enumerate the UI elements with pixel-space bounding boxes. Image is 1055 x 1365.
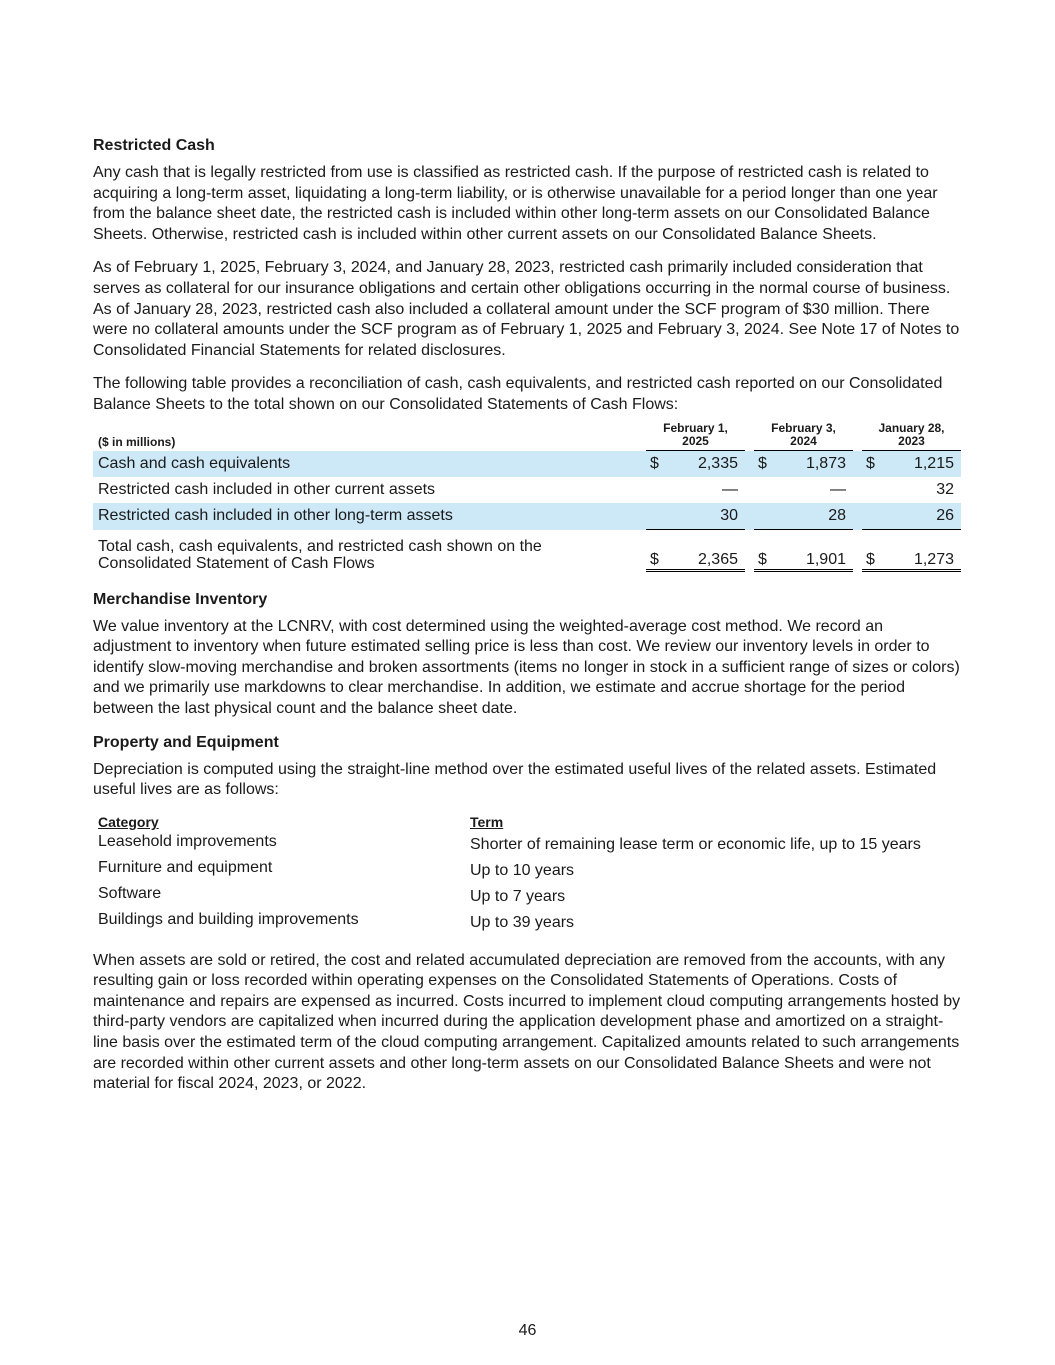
table-cell: Up to 10 years [470,861,575,879]
column-header: February 3, 2024 [754,422,853,451]
paragraph: The following table provides a reconciliation of cash, cash equivalents, and restricted cash reported on our Consolidated Balance Sheets to the total shown on our Consolidated Statements of Cash Flows: [93,375,943,413]
table-cell: 1,215 [884,451,961,477]
table-cell: — [722,480,738,498]
row-label: Total cash, cash equivalents, and restricted cash shown on the Consolidated Statement of Cash Flows [98,537,542,572]
table-cell: Up to 7 years [470,887,566,905]
table-cell: Leasehold improvements [98,832,277,850]
currency-symbol: $ [754,451,776,477]
table-row [93,503,961,530]
table-cell: 2,365 [668,530,745,572]
table-row [93,833,961,859]
table-cell: — [830,480,846,498]
table-cell: Furniture and equipment [98,858,273,876]
table-header-row [93,814,961,833]
paragraph: We value inventory at the LCNRV, with cost determined using the weighted-average cost method. We record an adjustment to inventory when future estimated selling price is less than cost. We review our inventory levels in order to identify slow-moving merchandise and broken assortments (items no longer in stock in a sufficient range of sizes or colors) and we primarily use markdowns to clear merchandise. In addition, we estimate and accrue shortage for the period between the last physical count and the balance sheet date. [93,617,960,717]
useful-lives-table [93,814,961,937]
column-header: February 1, 2025 [646,422,745,451]
table-total-row [93,530,961,572]
table-row [93,911,961,937]
table-cell: 1,273 [884,530,961,572]
table-cell: 26 [884,503,961,530]
document-page [93,136,961,1108]
table-cell: Buildings and building improvements [98,910,359,928]
cash-reconciliation-table [93,422,961,572]
currency-symbol: $ [646,530,668,572]
row-label: Restricted cash included in other current assets [98,480,436,498]
table-row [93,451,961,477]
column-header: Term [470,813,504,830]
table-row [93,477,961,503]
currency-symbol: $ [646,451,668,477]
table-cell: 1,873 [776,451,853,477]
currency-symbol: $ [862,530,884,572]
currency-symbol: $ [862,451,884,477]
table-cell: Software [98,884,162,902]
table-cell: 2,335 [668,451,745,477]
table-row [93,885,961,911]
paragraph: Depreciation is computed using the straight-line method over the estimated useful lives of the related assets. Estimated useful lives are as follows: [93,760,937,799]
table-header-row [93,422,961,451]
table-cell: 30 [668,503,745,530]
page-number: 46 [518,1322,537,1339]
paragraph: Any cash that is legally restricted from use is classified as restricted cash. If the purpose of restricted cash is related to acquiring a long-term asset, liquidating a long-term liability, or is otherwise unavailable for a period longer than one year from the balance sheet date, the restricted cash is included within other long-term assets on our Consolidated Balance Sheets. Otherwise, restricted cash is included within other current assets on our Consolidated Balance Sheets. [93,164,938,243]
currency-symbol: $ [754,530,776,572]
table-cell: 28 [776,503,853,530]
section-title-property-equipment: Property and Equipment [93,733,279,751]
table-cell: Shorter of remaining lease term or economic life, up to 15 years [470,835,921,853]
table-cell: Up to 39 years [470,913,575,931]
column-header: January 28, 2023 [862,422,961,451]
table-row [93,859,961,885]
row-label: Restricted cash included in other long-term assets [93,503,637,530]
column-header: Category [98,813,159,830]
table-cell: 1,901 [776,530,853,572]
row-label: Cash and cash equivalents [93,451,637,477]
paragraph: As of February 1, 2025, February 3, 2024, and January 28, 2023, restricted cash primarily included consideration that serves as collateral for our insurance obligations and certain other obligations occurring in the normal course of business. As of January 28, 2023, restricted cash also included a collateral amount under the SCF program of $30 million. There were no collateral amounts under the SCF program as of February 1, 2025 and February 3, 2024. See Note 17 of Notes to Consolidated Financial Statements for related disclosures. [93,259,960,359]
unit-label: ($ in millions) [98,434,176,449]
section-title-merchandise-inventory: Merchandise Inventory [93,590,268,608]
paragraph: When assets are sold or retired, the cost and related accumulated depreciation are removed from the accounts, with any resulting gain or loss recorded within operating expenses on the Consolidated Statements of Operations. Costs of maintenance and repairs are expensed as incurred. Costs incurred to implement cloud computing arrangements hosted by third-party vendors are capitalized when incurred during the application development phase and amortized on a straight-line basis over the estimated term of the cloud computing arrangement. Capitalized amounts related to such arrangements are recorded within other current assets and other long-term assets on our Consolidated Balance Sheets and were not material for fiscal 2024, 2023, or 2022. [93,951,961,1093]
section-title-restricted-cash: Restricted Cash [93,137,215,154]
table-cell: 32 [936,480,954,498]
